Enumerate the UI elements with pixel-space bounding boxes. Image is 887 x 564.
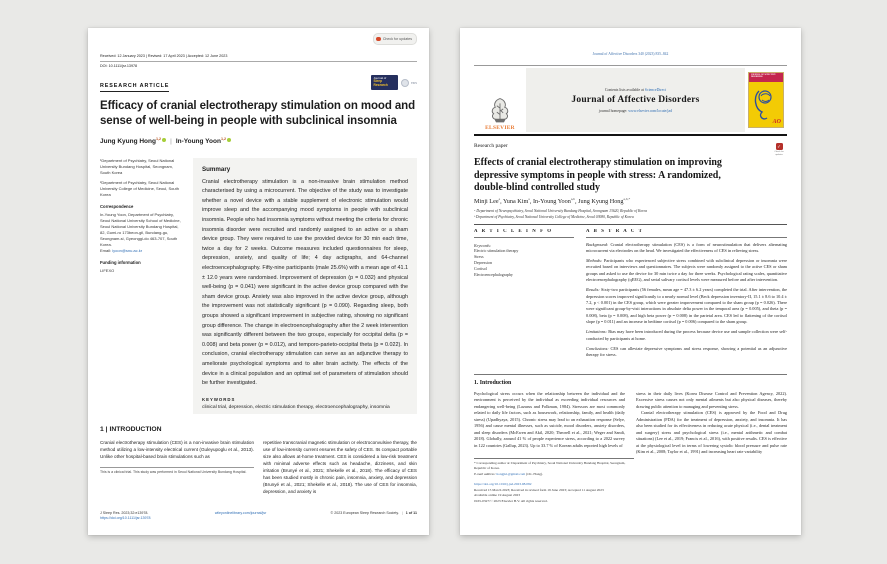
elsevier-tree-icon [488,97,512,124]
sciencedirect-link[interactable]: ScienceDirect [644,87,667,92]
affiliation-2: ²Department of Psychiatry, Seoul National University College of Medicine, Seoul, South Korea [100,179,179,197]
author-1[interactable]: Minji Lee$^a$ [474,197,501,206]
abstract-heading: A B S T R A C T [586,229,787,238]
introduction-heading: 1 | INTRODUCTION [100,426,162,433]
article-info-heading: A R T I C L E I N F O [474,229,574,238]
intro-column-2: repetitive transcranial magnetic stimulation or electroconvulsive therapy, the use of low-intensity current ensures the safety of CES. Its compact portable size also allows at-home treatment. CES is considered a low-risk treatment with minimal adverse effects such as headache, dizziness, and skin irritation (Brunyé et al., 2021; Shekelle et al., 2018). The efficacy of CES has been studied mostly in chronic pain, insomnia, anxiety, and depression (Brunyé et al., 2021; Shekelle et al., 2018). The use of CES for insomnia, depression, and anxiety is [263,440,417,494]
intro-column-2: stress in their daily lives (Korea Disease Control and Prevention Agency, 2022). Excessive stress causes not only mental ailments but also physical diseases, thereby drawing public attention to managing and preventing stress. Cranial electrotherapy stimulation (CES) is approved by the Food and Drug Administration (FDA) for the treatment of depression, anxiety, and insomnia. It has also been studied for its effectiveness in reducing acute physical (i.e., dental treatment and surgery) stress and psychological stress (i.e., mental arithmetic and combat situations) (Lee et al., 2019; Francis et al., 2016), with positive results. CES is effective at the physiological level in terms of lowering systolic blood pressure and pulse rate (Kim et al., 2008; Taylor et al., 1991) and increasing heart rate variability [636,391,787,454]
contents-line: Contents lists available at ScienceDirect [604,87,667,92]
intro-column-1: Cranial electrotherapy stimulation (CES) is a non-invasive brain stimulation method utilizing a low-intensity electrical current (Guleyupoglu et al., 2013). Unlike other hospital-based brain stimulations such as This is a clinical trial. This study was performed in Seoul National University Bundang Hospital. [100,440,254,474]
affiliation-b: ᵇ Department of Psychiatry, Seoul National University College of Medicine, Seoul 03080, Republic of Korea [474,214,634,219]
keywords-list: clinical trial, depression, electric stimulation therapy, electroencephalography, insomnia [202,404,390,410]
email-link[interactable]: iyoon@snu.ac.kr [112,247,143,253]
keyword: Stress [474,254,484,259]
page-number: 1 of 11 [405,510,417,515]
copyright-text: © 2023 European Sleep Research Society. [330,510,399,515]
authors-line [100,137,231,145]
journal-name: Journal of Affective Disorders [571,95,700,105]
summary-text: Cranial electrotherapy stimulation is a non-invasive brain stimulation method characterised by using a microcurrent. The objective of the study was to investigate whether a novel device with a stable supplement of electronic stimulation would improve sleep and the accompanying mood symptoms in people with subclinical insomnia. People who had insomnia symptoms without meeting the criteria for chronic insomnia disorder were recruited and randomly assigned to an active or a sham device group. They were required to use the provided device for 30 min each time, twice a day for 2 weeks. Outcome measures included questionnaires for sleep, depression, anxiety, and quality of life; 4 day actigraphs, and 64-channel electroencephalography. Fifty-nine participants (male 25.6%) with a mean age of 41.1 ± 12.0 years were randomised. Improvement of depression (p = 0.032) and physical well-being (p = 0.041) were significant in the active device group compared with the sham device group. Anxiety was also improved in the active device group, although the improvement was not statistically significant (p = 0.090). Regarding sleep, both groups showed a significant improvement in subjective rating, showing no significant group difference. The change in electroencephalography after the 2 week intervention was significantly different between the two groups, especially for occipital delta (p = 0.008) and beta power (p = 0.012), and temporo-parieto-occipital theta (p = 0.022). In conclusion, cranial electrotherapy stimulation can serve as an adjunctive therapy to ameliorate psychological symptoms and to alter brain activity. The effects of the device in a clinical population and an optimal set of parameters of stimulation should be further investigated. [202,178,408,387]
corresponding-author-footnote: * Corresponding author at: Department of Psychiatry, Seoul National University Bundang Hospital, Seongnam, Republic of Korea. E-mail address: hongjk1@gmail.com (J.K. Hong). [474,458,634,477]
footer-copyright-block [331,511,417,515]
abstract-column [586,229,787,369]
correspondence-text: In-Young Yoon, Department of Psychiatry, Seoul National University School of Medicine, Seoul National University Bundang Hospital, 82, Gumi-ro 173beon-gil, Bundang-gu, Seongnam-si, Gyeonggi-do 463-707, South Korea. [100,211,181,247]
journal-masthead [474,68,787,132]
keyword: Electroencephalography [474,272,513,277]
summary-heading: Summary [202,166,231,173]
page-footer [474,482,787,504]
section-rule [474,224,787,225]
affiliation-1: ¹Department of Psychiatry, Seoul National University Bundang Hospital, Seongnam, South Korea [100,158,175,175]
orcid-icon[interactable] [227,138,231,142]
esrs-ring-icon [401,79,409,87]
correspondence-label: Correspondence [100,203,134,209]
author-2[interactable]: Yuna Kim$^a$ [503,197,530,206]
article-title: Effects of cranial electrotherapy stimulation on improving depressive symptoms in people with stress: A randomized, double-blind controlled study [474,157,722,194]
received-revised-accepted: Received: 12 January 2023 | Revised: 17 April 2023 | Accepted: 12 June 2023 [100,54,417,62]
crossmark-icon: ✓ [777,144,781,149]
check-for-updates-badge[interactable]: ✓ Check for updates [774,144,784,156]
email-line: E-mail address: hongjk1@gmail.com (J.K. Hong). [474,471,543,476]
orcid-icon[interactable] [162,138,166,142]
crossmark-icon [376,37,381,42]
abstract-methods: Methods: Participants who experienced subjective stress combined with subclinical depression or insomnia were recruited based on interviews and questionnaires. The subjects were randomly assigned to the active CES or sham groups and asked to use the device for 30 min twice a day for three weeks. Psychological rating scales, quantitative electroencephalography (qEEG), and serial salivary cortisol levels were measured before and after intervention. [586,257,787,283]
keywords-label: Keywords: [474,243,492,248]
affiliation-a: ᵃ Department of Neuropsychiatry, Seoul National University Bundang Hospital, Seongnam 13620, Republic of Korea [474,209,648,213]
journal-cover-thumbnail [745,68,787,132]
doi-link[interactable]: https://doi.org/10.1016/j.jad.2023.08.082 [474,482,532,486]
article-type-label: Research paper [474,143,508,149]
footer-divider: | [401,510,403,515]
journal-citation: J Sleep Res. 2023;32:e13978. [100,510,149,515]
author-1[interactable]: Jung Kyung Hong$^{1,2}$ [100,137,166,145]
received-line: Received 15 March 2023; Received in revised form 19 June 2023; Accepted 11 August 2023 [474,487,604,492]
keywords-heading: KEYWORDS [202,396,236,402]
cover-image: JOURNAL OF AFFECTIVE DISORDERS AO [748,72,784,128]
author-3[interactable]: In-Young Yoon$^{a,b}$ [532,197,576,206]
masthead-center [526,68,745,132]
abstract-limitations: Limitations: Bias may have been introduced during the process because device use and sample collection were self-conducted by participants at home. [586,329,787,341]
funding-text: LIFEXO [100,268,115,274]
author-4[interactable]: Jung Kyung Hong$^{a,b,*}$ [578,197,631,206]
introduction-heading: 1. Introduction [474,380,512,386]
keyword: Depression [474,260,492,265]
article-type-label: RESEARCH ARTICLE [100,83,169,92]
right-paper-page [460,28,801,535]
journal-site-link[interactable]: wileyonlinelibrary.com/journal/jsr [214,510,267,515]
running-head-citation[interactable]: Journal of Affective Disorders 340 (2023) 835–842 [592,52,669,56]
masthead-bottom-bar [474,134,787,136]
issn-copyright-line: 0165-0327/© 2023 Elsevier B.V. All rights reserved. [474,498,548,503]
doi-link[interactable]: https://doi.org/10.1111/jsr.13978 [100,516,151,521]
journal-logos [371,75,417,90]
check-for-updates-badge[interactable] [373,33,417,45]
intro-column-1: Psychological stress occurs when the relationship between the individual and the environment is perceived by the individual as exceeding individual resources and endangering well-being (Lazarus and Folkman, 1984). Stressors are most commonly related to daily life factors, such as housework, relationship, family, and health (daily stress) (Upadhyaya, 2015). Chronic stress may lead to an exhaustion response (Selye, 1956) and cause mental illnesses, such as suicide, mood disorders, anxiety disorders, and sleep disorders (McEwen and Akil, 2020; Theorell et al., 2021; Weger and Sandi, 2018). Globally, around 41 % of people experience stress, according to a 2022 survey in 122 countries (Gallup, 2023). Up to 33.7 % of Korean adults reported high levels of [474,391,625,448]
introduction-columns [474,391,787,454]
left-paper-page [88,28,429,535]
author-2[interactable]: In-Young Yoon$^{1,2}$ [176,137,231,145]
keyword: Electric stimulation therapy [474,248,519,253]
esrs-logo: esrs [401,79,417,87]
masthead-top-rule [474,65,787,66]
authors-line: Minji Lee$^a$, Yuna Kim$^a$, In-Young Yoon$^{a,b}$, Jung Kyung Hong$^{a,b,*}$ [474,197,631,206]
email-link[interactable]: hongjk1@gmail.com [496,471,526,476]
doi-line: DOI: 10.1111/jsr.13978 [100,64,138,68]
funding-label: Funding information [100,259,141,265]
article-history [100,54,417,68]
check-for-updates-label: Check for updates [382,37,412,41]
section-rule [474,374,787,375]
footer-citation-block [100,511,151,523]
abstract-conclusions: Conclusions: CES can alleviate depressive symptoms and stress response, showing a potential as an adjunctive therapy for stress. [586,345,787,358]
article-info-column [474,229,574,369]
cover-face-sketch-icon [749,83,783,123]
journal-homepage-link[interactable]: www.elsevier.com/locate/jad [628,108,673,113]
elsevier-wordmark: ELSEVIER [485,125,515,131]
affiliations [474,209,647,220]
abstract-results: Results: Sixty-two participants (56 females, mean age = 47.3 ± 6.2 years) completed the trial. After intervention, the depression scores improved significantly to a nearly normal level (Beck depression inventory-II, 15.1 ± 8.6 to 10.4 ± 7.2, p < 0.001) in the CES group, which were greater improvement compared to the sham group (p = 0.026). There were significant group-by-visit interactions in absolute delta power in the temporal area (p = 0.005), and theta (p = 0.008), beta (p = 0.008), and high beta power (p = 0.008) in the parietal area. CES led to flattening of the cortisol slope (p = 0.011) and an increase in bedtime cortisol (p = 0.006) compared to the sham group. [586,287,787,325]
article-title: Efficacy of cranial electrotherapy stimulation on mood and sense of well-being in people with subclinical insomnia [100,100,415,127]
email-line: Email: iyoon@snu.ac.kr [100,247,143,253]
author-divider: | [170,138,172,146]
article-sidebar [100,158,184,414]
introduction-columns [100,440,417,504]
journal-of-sleep-research-logo: Journal of Sleep Research [371,75,398,90]
available-online-line: Available online 19 August 2023 [474,493,521,498]
summary-box [193,158,417,414]
page-footnote: This is a clinical trial. This study was performed in Seoul National University Bundang Hospital. [100,467,254,475]
page-footer [100,511,417,523]
keyword: Cortisol [474,266,487,271]
abstract-background: Background: Cranial electrotherapy stimulation (CES) is a form of neurostimulation that delivers alternating microcurrent via electrodes on the head. We investigated the effectiveness of CES in relieving stress. [586,241,787,253]
homepage-line: journal homepage: www.elsevier.com/locate/jad [598,108,673,113]
elsevier-logo [474,68,526,132]
